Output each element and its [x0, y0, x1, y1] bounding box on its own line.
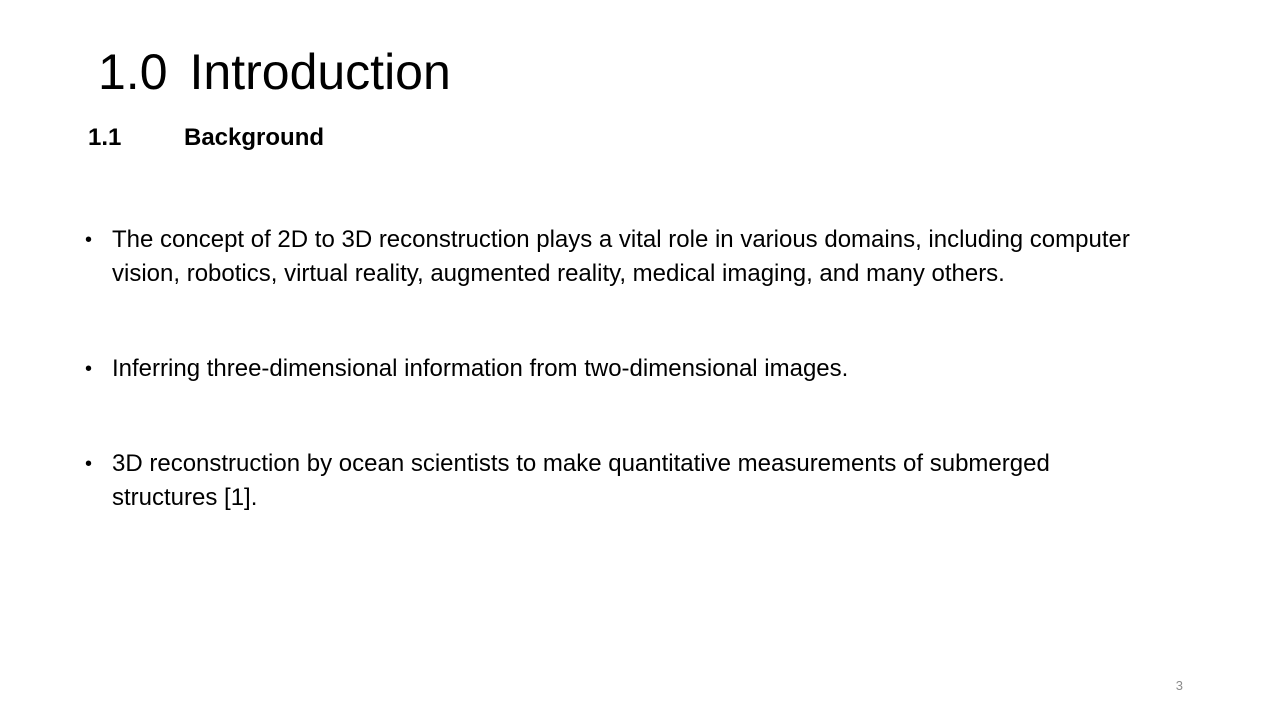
bullet-text: The concept of 2D to 3D reconstruction plays a vital role in various domains, including computer vision, robotics, virtual reality, augmented reality, medical imaging, and many others. [112, 226, 1130, 287]
title-text: Introduction [189, 44, 451, 100]
bullet-dot-icon: • [85, 358, 93, 380]
page-number: 3 [1175, 678, 1183, 693]
bullet-list [85, 223, 1152, 515]
section-heading [88, 123, 324, 153]
bullet-item [85, 223, 1152, 291]
bullet-text: 3D reconstruction by ocean scientists to make quantitative measurements of submerged structures [1]. [112, 450, 1050, 511]
slide-title [98, 42, 451, 102]
section-text: Background [184, 124, 325, 151]
title-number: 1.0 [98, 44, 168, 100]
bullet-item [85, 352, 1152, 386]
bullet-text: Inferring three-dimensional information from two-dimensional images. [112, 355, 849, 382]
bullet-dot-icon: • [85, 453, 93, 475]
section-number: 1.1 [88, 124, 122, 151]
bullet-item [85, 447, 1152, 515]
bullet-dot-icon: • [85, 229, 93, 251]
